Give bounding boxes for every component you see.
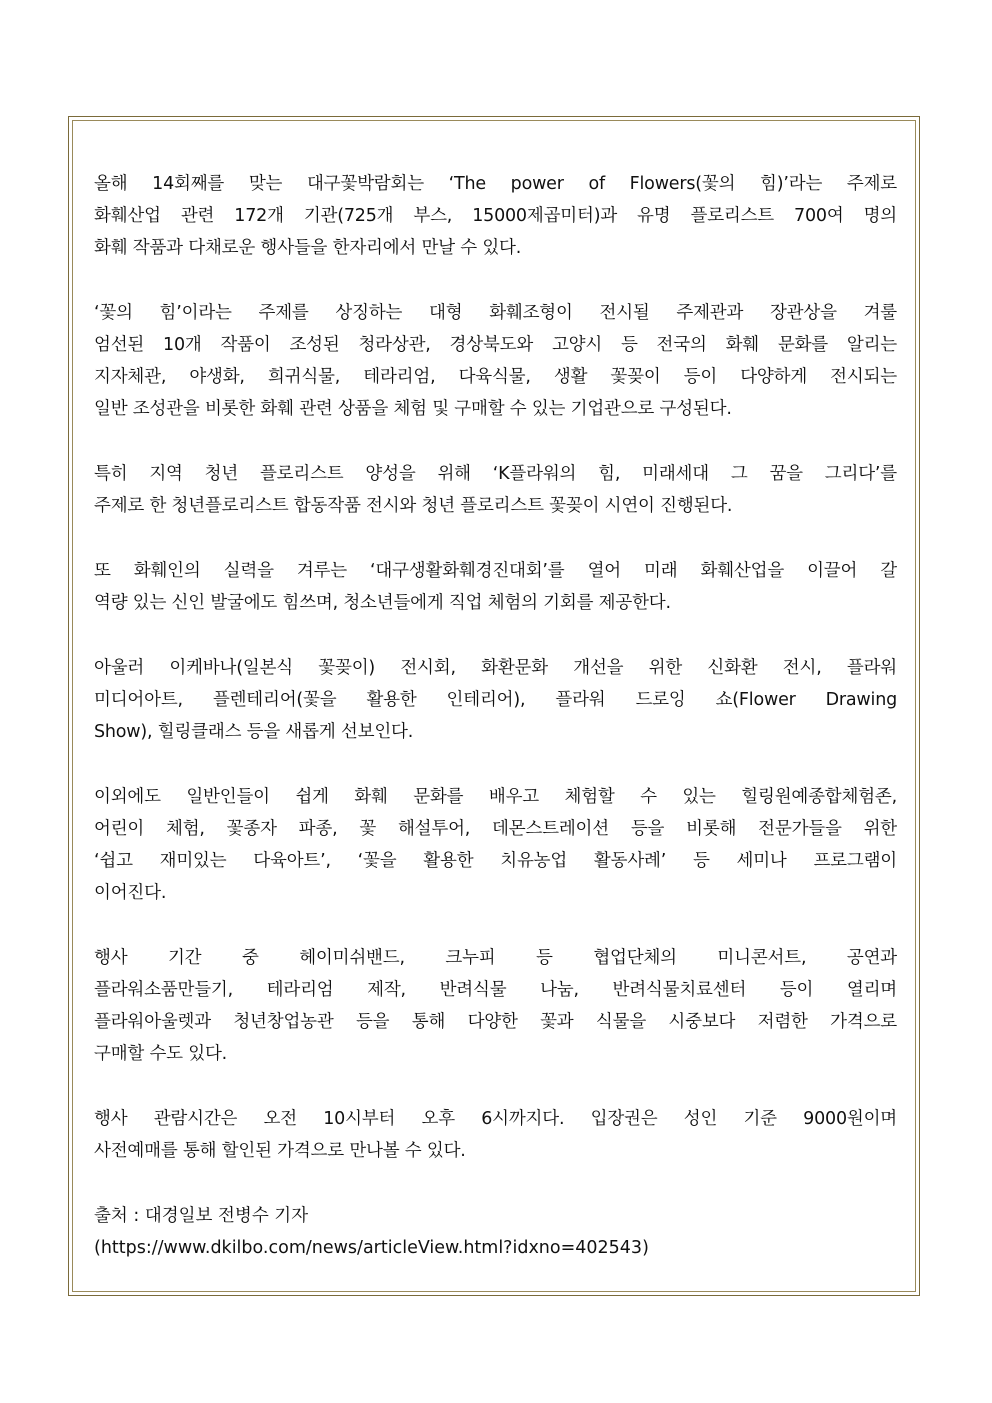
paragraph-3 — [94, 458, 897, 522]
paragraph-line: 주제로 한 청년플로리스트 합동작품 전시와 청년 플로리스트 꽃꽂이 시연이 진행된다. — [94, 496, 733, 516]
paragraph-line: 행사 관람시간은 오전 10시부터 오후 6시까지다. 입장권은 성인 기준 9000원이며 — [94, 1109, 897, 1129]
paragraph-line: 아울러 이케바나(일본식 꽃꽂이) 전시회, 화환문화 개선을 위한 신화환 전시, 플라워 — [94, 658, 897, 678]
paragraph-line: 일반 조성관을 비롯한 화훼 관련 상품을 체험 및 구매할 수 있는 기업관으로 구성된다. — [94, 399, 732, 419]
paragraph-6 — [94, 781, 897, 909]
article-source — [94, 1200, 897, 1264]
paragraph-line: 올해 14회째를 맞는 대구꽃박람회는 ‘The power of Flowers(꽃의 힘)’라는 주제로 — [94, 174, 897, 194]
paragraph-4 — [94, 555, 897, 619]
paragraph-line: 이외에도 일반인들이 쉽게 화훼 문화를 배우고 체험할 수 있는 힐링원예종합체험존, — [94, 787, 897, 807]
paragraph-line: 행사 기간 중 헤이미쉬밴드, 크누피 등 협업단체의 미니콘서트, 공연과 — [94, 948, 897, 968]
paragraph-line: 플라워아울렛과 청년창업농관 등을 통해 다양한 꽃과 식물을 시중보다 저렴한 가격으로 — [94, 1012, 897, 1032]
paragraph-line: 미디어아트, 플렌테리어(꽃을 활용한 인테리어), 플라워 드로잉 쇼(Flower Drawing — [94, 690, 897, 710]
paragraph-line: 이어진다. — [94, 883, 167, 903]
paragraph-line: 역량 있는 신인 발굴에도 힘쓰며, 청소년들에게 직업 체험의 기회를 제공한다. — [94, 593, 671, 613]
paragraph-line: 구매할 수도 있다. — [94, 1044, 228, 1064]
paragraph-line: 특히 지역 청년 플로리스트 양성을 위해 ‘K플라워의 힘, 미래세대 그 꿈을 그리다’를 — [94, 464, 897, 484]
paragraph-line: 화훼 작품과 다채로운 행사들을 한자리에서 만날 수 있다. — [94, 238, 522, 258]
paragraph-7 — [94, 942, 897, 1070]
paragraph-1 — [94, 168, 897, 264]
paragraph-line: 엄선된 10개 작품이 조성된 청라상관, 경상북도와 고양시 등 전국의 화훼 문화를 알리는 — [94, 335, 897, 355]
paragraph-line: 어린이 체험, 꽃종자 파종, 꽃 해설투어, 데몬스트레이션 등을 비롯해 전문가들을 위한 — [94, 819, 897, 839]
paragraph-line: 플라워소품만들기, 테라리엄 제작, 반려식물 나눔, 반려식물치료센터 등이 열리며 — [94, 980, 897, 1000]
source-url: (https://www.dkilbo.com/news/articleView.html?idxno=402543) — [94, 1238, 649, 1258]
paragraph-line: 지자체관, 야생화, 희귀식물, 테라리엄, 다육식물, 생활 꽃꽂이 등이 다양하게 전시되는 — [94, 367, 897, 387]
paragraph-8 — [94, 1103, 897, 1167]
paragraph-line: 사전예매를 통해 할인된 가격으로 만나볼 수 있다. — [94, 1141, 466, 1161]
paragraph-line: 또 화훼인의 실력을 겨루는 ‘대구생활화훼경진대회’를 열어 미래 화훼산업을 이끌어 갈 — [94, 561, 897, 581]
article-body — [94, 168, 897, 1264]
paragraph-2 — [94, 297, 897, 425]
paragraph-5 — [94, 652, 897, 748]
paragraph-line: ‘쉽고 재미있는 다육아트’, ‘꽃을 활용한 치유농업 활동사례’ 등 세미나 프로그램이 — [94, 851, 897, 871]
paragraph-line: 화훼산업 관련 172개 기관(725개 부스, 15000제곱미터)과 유명 플로리스트 700여 명의 — [94, 206, 897, 226]
paragraph-line: Show), 힐링클래스 등을 새롭게 선보인다. — [94, 722, 414, 742]
paragraph-line: ‘꽃의 힘’이라는 주제를 상징하는 대형 화훼조형이 전시될 주제관과 장관상을 겨룰 — [94, 303, 897, 323]
source-label: 출처 : 대경일보 전병수 기자 — [94, 1206, 309, 1226]
